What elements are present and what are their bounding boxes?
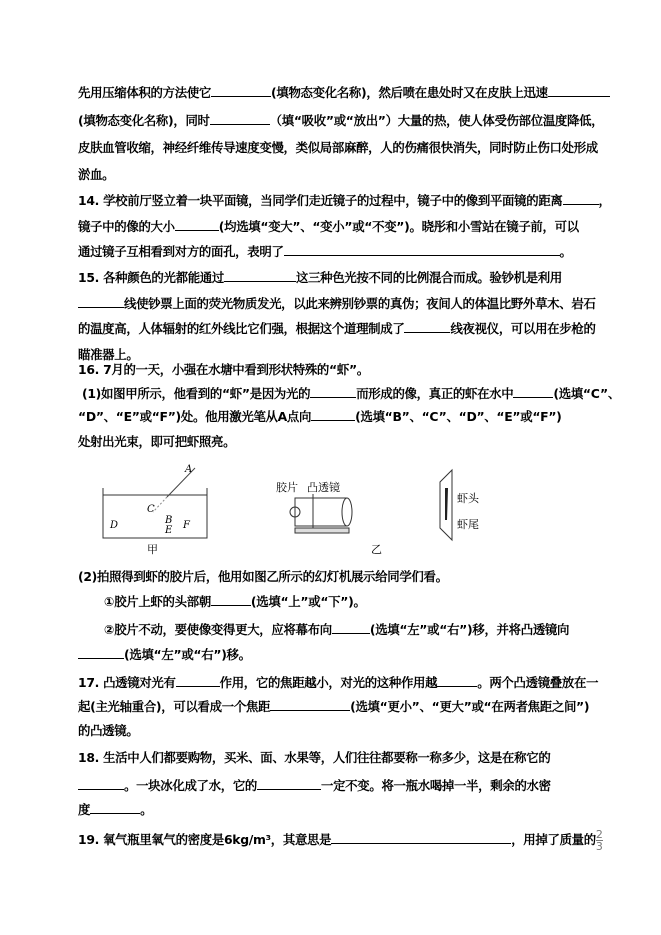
point-a-label: A <box>185 464 193 475</box>
answer-blank[interactable] <box>437 674 477 687</box>
answer-blank[interactable] <box>332 621 370 634</box>
text: 度 <box>78 802 91 817</box>
text: 一定不变。将一瓶水喝掉一半，剩余的水密 <box>321 778 551 793</box>
text: (填物态变化名称)，同时 <box>78 113 210 128</box>
text: 的温度高，人体辐射的红外线比它们强，根据这个道理制成了 <box>78 321 405 336</box>
q13-line-1 <box>78 84 610 101</box>
text: 15. 各种颜色的光都能通过 <box>78 270 224 285</box>
text: 通过镜子互相看到对方的面孔，表明了 <box>78 244 284 259</box>
q16-title <box>78 362 369 378</box>
answer-blank[interactable] <box>175 218 219 231</box>
answer-blank[interactable] <box>78 777 124 790</box>
shrimp-tail-label: 虾尾 <box>457 518 479 531</box>
text: 17. 凸透镜对光有 <box>78 675 176 690</box>
answer-blank[interactable] <box>224 269 296 282</box>
text: 线使钞票上面的荧光物质发光，以此来辨别钞票的真伪；夜间人的体温比野外草木、岩石 <box>124 296 596 311</box>
answer-blank[interactable] <box>176 674 220 687</box>
answer-blank[interactable] <box>211 84 271 97</box>
answer-blank[interactable] <box>513 385 553 398</box>
text: 。两个凸透镜叠放在一 <box>477 675 599 690</box>
text: ，用掉了质量的 <box>511 832 596 847</box>
q16-part1-line-2 <box>78 408 562 425</box>
q18-line-3 <box>78 801 152 818</box>
answer-blank[interactable] <box>78 646 124 659</box>
text: 线夜视仪，可以用在步枪的 <box>450 321 596 336</box>
text: 这三种色光按不同的比例混合而成。验钞机是利用 <box>295 270 562 285</box>
answer-blank[interactable] <box>548 84 610 97</box>
q15-line-2 <box>78 295 596 312</box>
text: 而形成的像，真正的虾在水中 <box>356 386 514 401</box>
figure-jia-caption: 甲 <box>147 543 158 555</box>
text: 皮肤血管收缩，神经纤维传导速度变慢，类似局部麻醉，人的伤痛很快消失，同时防止伤口处形成 <box>78 140 598 155</box>
figure-yi-projector <box>276 480 382 555</box>
q16-part2-item-1 <box>104 593 366 610</box>
text: ①胶片上虾的头部朝 <box>104 594 211 609</box>
text: 淤血。 <box>78 167 115 182</box>
q16-part1-line-3 <box>78 434 235 450</box>
q14-line-2 <box>78 218 579 235</box>
answer-blank[interactable] <box>211 593 251 606</box>
text: 。 <box>559 244 572 259</box>
q13-line-3 <box>78 140 598 156</box>
text: (选填“B”、“C”、“D”、“E”或“F”) <box>355 409 562 424</box>
text: 18. 生活中人们都要购物，买米、面、水果等，人们往往都要称一称多少，这是在称它的 <box>78 750 551 765</box>
q17-line-2 <box>78 698 589 715</box>
q17-line-3 <box>78 723 138 739</box>
q18-line-2 <box>78 777 551 794</box>
text: 。一块冰化成了水，它的 <box>124 778 257 793</box>
text: 。 <box>140 802 153 817</box>
answer-blank[interactable] <box>210 112 270 125</box>
text: 处射出光束，即可把虾照亮。 <box>78 434 236 449</box>
text: (填物态变化名称)，然后喷在患处时又在皮肤上迅速 <box>271 85 548 100</box>
fraction-two-thirds <box>596 829 603 852</box>
fraction-numerator: 2 <box>595 828 603 841</box>
answer-blank[interactable] <box>404 320 450 333</box>
text: （填“吸收”或“放出”）大量的热，使人体受伤部位温度降低， <box>269 113 604 128</box>
answer-blank[interactable] <box>563 192 599 205</box>
q17-line-1 <box>78 674 598 691</box>
answer-blank[interactable] <box>90 801 140 814</box>
text: 19. 氧气瓶里氧气的密度是6kg/m³，其意思是 <box>78 832 332 847</box>
answer-blank[interactable] <box>310 385 356 398</box>
figure-yi-caption: 乙 <box>371 543 382 555</box>
text: 镜子中的像的大小 <box>78 219 175 234</box>
q19-line-1 <box>78 829 603 852</box>
point-e-label: E <box>165 525 173 536</box>
q18-line-1 <box>78 750 550 766</box>
answer-blank[interactable] <box>284 243 560 256</box>
q16-part1-line-1 <box>82 385 620 402</box>
q13-line-2 <box>78 112 603 129</box>
point-f-label: F <box>183 520 190 531</box>
q14-line-3 <box>78 243 572 260</box>
q15-line-1 <box>78 269 562 286</box>
answer-blank[interactable] <box>331 831 511 844</box>
q16-figure <box>95 460 515 555</box>
q15-line-3 <box>78 320 596 337</box>
text: 瞄准器上。 <box>78 347 139 362</box>
text: 起(主光轴重合)，可以看成一个焦距 <box>78 699 271 714</box>
text: “D”、“E”或“F”)处。他用激光笔从A点向 <box>78 409 312 424</box>
figure-yi-screen <box>440 470 480 540</box>
text: 作用，它的焦距越小，对光的这种作用越 <box>219 675 438 690</box>
answer-blank[interactable] <box>257 777 321 790</box>
point-b-label: B <box>165 515 173 526</box>
answer-blank[interactable] <box>311 408 355 421</box>
q16-part2-line-1 <box>78 569 448 585</box>
text: 16. 7月的一天，小强在水塘中看到形状特殊的“虾”。 <box>78 362 369 377</box>
lens-label: 凸透镜 <box>307 481 340 494</box>
text: 先用压缩体积的方法使它 <box>78 85 211 100</box>
text: (选填“左”或“右”)移。 <box>124 647 251 662</box>
text: (选填“更小”、“更大”或“在两者焦距之间”) <box>350 699 590 714</box>
text: (选填“左”或“右”)移，并将凸透镜向 <box>369 622 570 637</box>
shrimp-head-label: 虾头 <box>457 492 479 505</box>
q16-part2-item-2 <box>104 621 569 638</box>
point-d-label: D <box>110 520 119 531</box>
q16-part2-item-2-cont <box>78 646 251 663</box>
q14-line-1 <box>78 192 611 209</box>
q13-line-4 <box>78 167 114 183</box>
text: (1)如图甲所示，他看到的“虾”是因为光的 <box>82 386 311 401</box>
text: (2)拍照得到虾的胶片后，他用如图乙所示的幻灯机展示给同学们看。 <box>78 569 448 584</box>
text: 的凸透镜。 <box>78 723 139 738</box>
fraction-denominator: 3 <box>595 840 603 853</box>
figure-jia <box>103 464 207 555</box>
film-label: 胶片 <box>276 481 298 494</box>
point-c-label: C <box>147 504 155 515</box>
text: (选填“C”、 <box>553 386 620 401</box>
answer-blank[interactable] <box>270 698 350 711</box>
text: 14. 学校前厅竖立着一块平面镜，当同学们走近镜子的过程中，镜子中的像到平面镜的距离 <box>78 193 563 208</box>
text: ②胶片不动，要使像变得更大，应将幕布向 <box>104 622 332 637</box>
text: (选填“上”或“下”)。 <box>250 594 366 609</box>
answer-blank[interactable] <box>78 295 124 308</box>
q15-line-4 <box>78 347 138 363</box>
text: (均选填“变大”、“变小”或“不变”)。晓彤和小雪站在镜子前，可以 <box>218 219 579 234</box>
text: ， <box>598 193 611 208</box>
